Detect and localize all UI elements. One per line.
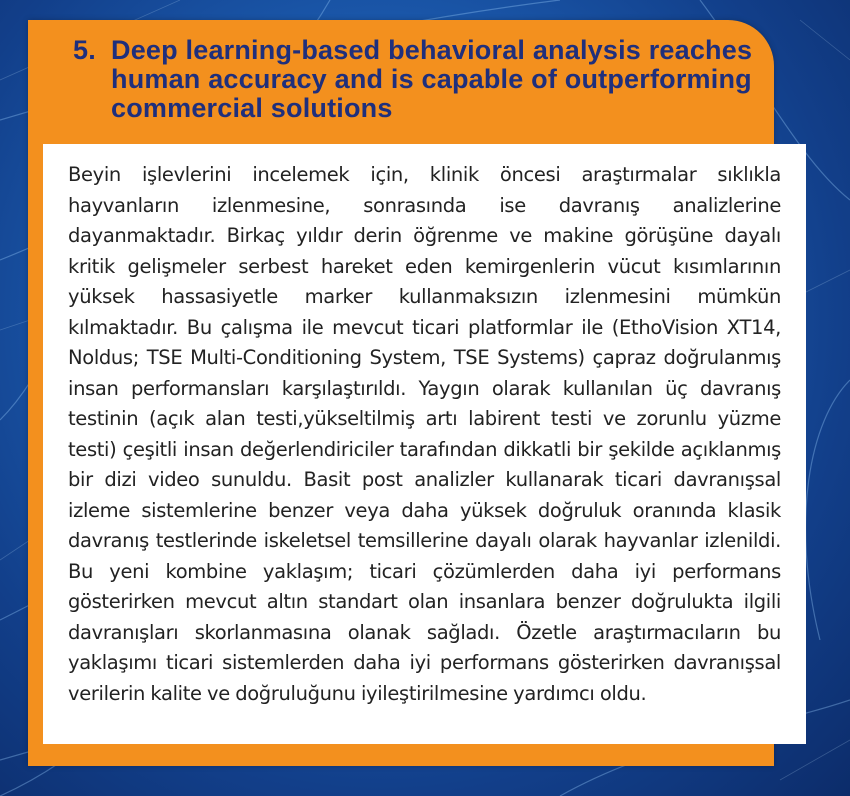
section-number: 5. [73,35,96,65]
section-title: Deep learning-based behavioral analysis reaches human accuracy and is capable of outperforming commercial solutions [111,35,753,123]
section-heading [73,36,753,123]
body-paragraph: Beyin işlevlerini incelemek için, klinik öncesi araştırmalar sıklıkla hayvanların izlenmesine, sonrasında ise davranış analizlerine dayanmaktadır. Birkaç yıldır derin öğrenme ve makine görüşüne dayalı kritik gelişmeler serbest hareket eden kemirgenlerin vücut kısımlarının yüksek hassasiyetle marker kullanmaksızın izlenmesini mümkün kılmaktadır. Bu çalışma ile mevcut ticari platformlar ile (EthoVision XT14, Noldus; TSE Multi-Conditioning System, TSE Systems) çapraz doğrulanmış insan performansları karşılaştırıldı. Yaygın olarak kullanılan üç davranış testinin (açık alan testi,yükseltilmiş artı labirent testi ve zorunlu yüzme testi) çeşitli insan değerlendiriciler tarafından dikkatli bir şekilde açıklanmış bir dizi video sunuldu. Basit post analizler kullanarak ticari davranışsal izleme sistemlerine benzer veya daha yüksek doğruluk oranında klasik davranış testlerinde iskeletsel temsillerine dayalı olarak hayvanlar izlenildi. Bu yeni kombine yaklaşım; ticari çözümlerden daha iyi performans gösterirken mevcut altın standart olan insanlara benzer doğrulukta ilgili davranışları skorlanmasına olanak sağladı. Özetle araştırmacıların bu yaklaşımı ticari sistemlerden daha iyi performans gösterirken davranışsal verilerin kalite ve doğruluğunu iyileştirilmesine yardımcı oldu. [68,163,781,705]
content-box [43,144,806,744]
